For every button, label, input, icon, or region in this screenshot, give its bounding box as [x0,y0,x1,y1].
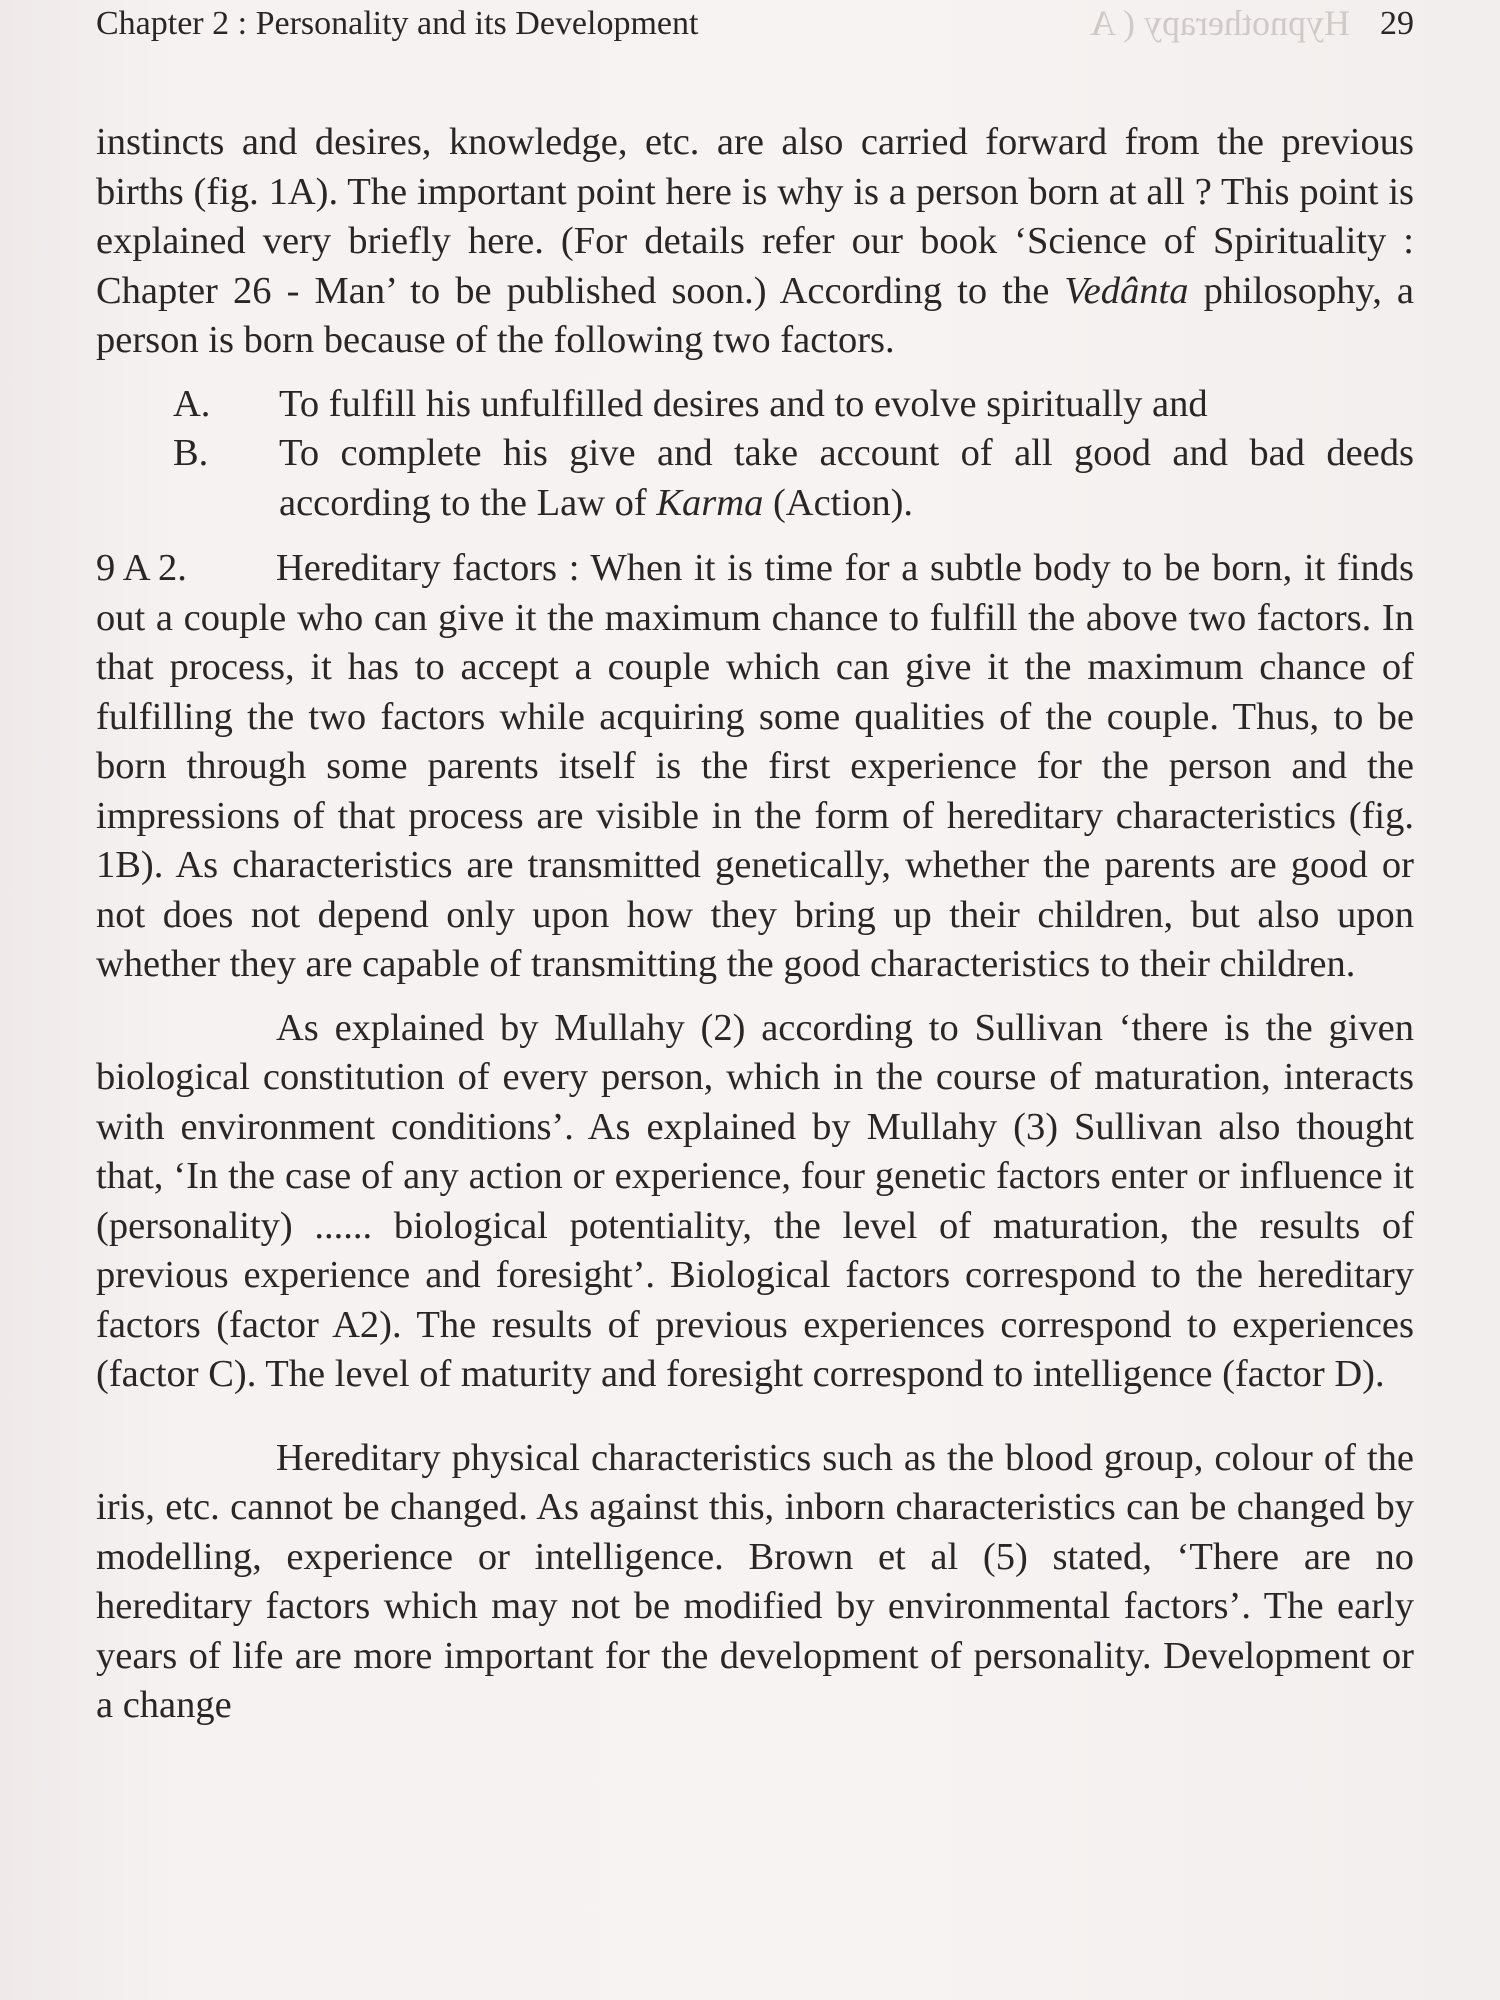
list-item: B. To complete his give and take account of all good and bad deeds according to the Law of Karma (Action). [96,429,1414,528]
paragraph-physical-characteristics: Hereditary physical characteristics such as the blood group, colour of the iris, etc. cannot be changed. As against this, inborn characteristics can be changed by modelling, experience or intelligence. Brown et al (5) stated, ‘There are no hereditary factors which may not be modified by environmental factors’. The early years of life are more important for the development of personality. Development or a change [96,1436,1414,1726]
list-item-text: To fulfill his unfulfilled desires and to evolve spiritually and [279,382,1208,425]
list-item [96,380,1414,430]
italic-term-vedanta: Vedânta [1064,269,1189,312]
page-body [96,118,1414,1745]
paragraph-sullivan: As explained by Mullahy (2) according to Sullivan ‘there is the given biological constitution of every person, which in the course of maturation, interacts with environment conditions’. As explained by Mullahy (3) Sullivan also thought that, ‘In the case of any action or experience, four genetic factors enter or influence it (personality) ...... biological potentiality, the level of maturation, the results of previous experience and foresight’. Biological factors correspond to the hereditary factors (factor A2). The results of previous experiences correspond to experiences (factor C). The level of maturity and foresight correspond to intelligence (factor D). [96,1006,1414,1395]
list-marker: B. [173,432,209,474]
factor-list [96,380,1414,529]
chapter-title: Chapter 2 : Personality and its Development [96,5,699,42]
page-number: 29 [1380,5,1414,42]
bleed-through-text: Hypnotherapy ( A [1090,3,1350,43]
section-number: 9 A 2. [96,547,187,589]
section-text: Hereditary factors : When it is time for a subtle body to be born, it finds out a couple who can give it the maximum chance to fulfill the above two factors. In that process, it has to accept a couple which can give it the maximum chance of fulfilling the two factors while acquiring some qualities of the couple. Thus, to be born through some parents itself is the first experience for the person and the impressions of that process are visible in the form of hereditary characteristics (fig. 1B). As characteristics are transmitted genetically, whether the parents are good or not does not depend only upon how they bring up their children, but also upon whether they are capable of transmitting the good characteristics to their children. [96,547,1414,985]
list-item-text: To complete his give and take account of all good and bad deeds according to the Law of [279,432,1414,524]
paragraph-intro: instincts and desires, knowledge, etc. are also carried forward from the previous births (fig. 1A). The important point here is why is a person born at all ? This point is explained very briefly here. (For details refer our book ‘Science of Spirituality : Chapter 26 - Man’ to be published soon.) According to the Vedânta philosophy, a person is born because of the following two factors. [96,121,1415,361]
section-hereditary-factors [96,544,1414,990]
italic-term-karma: Karma [656,481,764,524]
list-marker: A. [173,382,211,425]
running-header [96,2,1414,46]
